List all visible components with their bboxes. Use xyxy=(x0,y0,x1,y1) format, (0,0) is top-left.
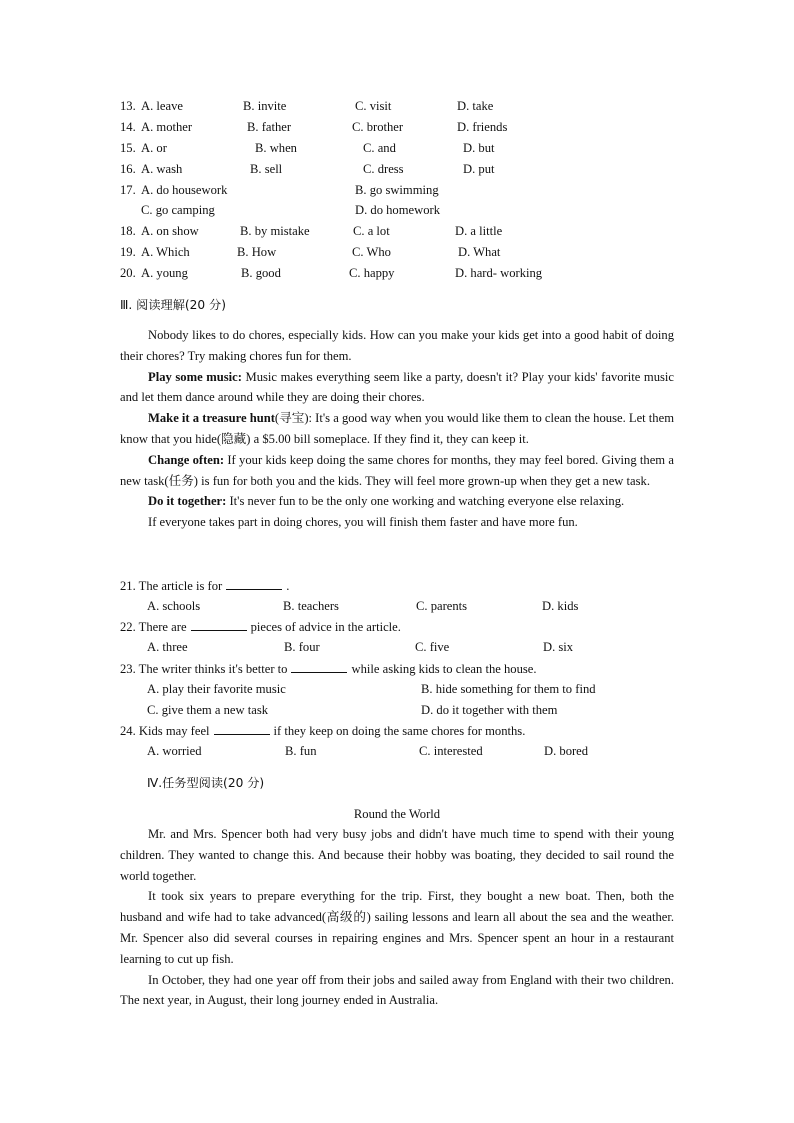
tip-together-heading: Do it together: xyxy=(148,494,227,509)
passage-tip-music xyxy=(120,367,674,409)
q17-option-c: C. go camping xyxy=(141,203,215,217)
q21-blank xyxy=(226,577,282,590)
q16-option-d: D. put xyxy=(463,162,495,176)
q21-option-d: D. kids xyxy=(542,599,579,613)
passage-intro: Nobody likes to do chores, especially kids. How can you make your kids get into a good habit of doing their chores? Try making chores fun for them. xyxy=(120,328,674,363)
q21-option-c: C. parents xyxy=(416,599,468,613)
passage-title: Round the World xyxy=(353,807,441,821)
q15-option-a: A. or xyxy=(141,141,167,155)
q23-stem xyxy=(120,660,537,677)
q15-option-c: C. and xyxy=(363,141,396,155)
section-3-heading: Ⅲ. 阅读理解(20 分) xyxy=(120,298,226,312)
q21-stem xyxy=(120,577,289,594)
q24-option-c: C. interested xyxy=(419,744,483,758)
q22-stem-text: 22. There are xyxy=(120,620,187,634)
q22-option-c: C. five xyxy=(415,640,450,654)
tip-change-heading: Change often: xyxy=(148,452,225,467)
q17-option-d: D. do homework xyxy=(355,203,440,217)
task-passage-p2: It took six years to prepare everything for the trip. First, they bought a new boat. Then, both the husband and wife had to take advanced(高级的) sailing lessons and learn all about the sea and the weather. Mr. Spencer also did several courses in repairing engines and Mrs. Spencer spent an hour in a restaurant learning to cut up fish. xyxy=(120,889,674,966)
tip-music-text: Music makes everything seem like a party, doesn't it? Play your kids' favorite music and let them dance around while they are doing their chores. xyxy=(120,369,674,405)
q24-stem-text: 24. Kids may feel xyxy=(120,724,210,738)
tip-treasure-heading: Make it a treasure hunt xyxy=(148,411,275,426)
q20-option-a: A. young xyxy=(141,266,188,280)
q15-option-d: D. but xyxy=(463,141,495,155)
q19-option-d: D. What xyxy=(458,245,501,259)
q17-option-a: A. do housework xyxy=(141,183,228,197)
q22-option-b: B. four xyxy=(284,640,320,654)
q23-option-a: A. play their favorite music xyxy=(147,682,286,696)
q14-number: 14. xyxy=(120,120,136,134)
tip-treasure-text: (寻宝): It's a good way when you would like them to clean the house. Let them know that you hide(隐藏) a $5.00 bill someplace. If they find it, they can keep it. xyxy=(120,411,674,446)
q21-option-a: A. schools xyxy=(147,599,201,613)
q23-blank xyxy=(291,660,347,673)
q21-stem-end: . xyxy=(286,579,290,593)
q15-option-b: B. when xyxy=(255,141,297,155)
q14-option-d: D. friends xyxy=(457,120,508,134)
q19-option-c: C. Who xyxy=(352,245,391,259)
q13-option-a: A. leave xyxy=(141,99,183,113)
q16-option-c: C. dress xyxy=(363,162,404,176)
q23-option-d: D. do it together with them xyxy=(421,703,558,717)
q24-option-d: D. bored xyxy=(544,744,589,758)
tip-music-heading: Play some music: xyxy=(148,369,242,384)
q18-number: 18. xyxy=(120,224,136,238)
q18-option-a: A. on show xyxy=(141,224,199,238)
q23-option-b: B. hide something for them to find xyxy=(421,682,596,696)
passage-tip-change xyxy=(120,450,674,492)
q18-option-b: B. by mistake xyxy=(240,224,310,238)
task-passage-p1: Mr. and Mrs. Spencer both had very busy jobs and didn't have much time to spend with their young children. They wanted to change this. And because their hobby was boating, they decided to sail round the world together. xyxy=(120,827,674,883)
reading-passage xyxy=(120,325,674,533)
passage-conclusion: If everyone takes part in doing chores, you will finish them faster and have more fun. xyxy=(148,515,578,530)
q23-stem-text: 23. The writer thinks it's better to xyxy=(120,662,288,676)
q17-number: 17. xyxy=(120,183,136,197)
tip-change-text: If your kids keep doing the same chores for months, they may feel bored. Giving them a new task(任务) is fun for both you and the kids. They will feel more grown-up when they get a new task. xyxy=(120,452,674,488)
q13-option-c: C. visit xyxy=(355,99,392,113)
q19-option-b: B. How xyxy=(237,245,277,259)
q23-stem-end: while asking kids to clean the house. xyxy=(351,662,537,676)
tip-together-text: It's never fun to be the only one working and watching everyone else relaxing. xyxy=(226,494,625,509)
q13-number: 13. xyxy=(120,99,136,113)
q22-blank xyxy=(191,618,247,631)
passage-tip-treasure xyxy=(120,408,674,450)
passage-tip-together xyxy=(120,491,674,512)
q17-option-b: B. go swimming xyxy=(355,183,439,197)
q21-option-b: B. teachers xyxy=(283,599,339,613)
q13-option-d: D. take xyxy=(457,99,494,113)
q20-option-c: C. happy xyxy=(349,266,395,280)
q20-option-d: D. hard- working xyxy=(455,266,543,280)
q19-number: 19. xyxy=(120,245,136,259)
q20-number: 20. xyxy=(120,266,136,280)
q18-option-d: D. a little xyxy=(455,224,503,238)
q14-option-a: A. mother xyxy=(141,120,193,134)
q20-option-b: B. good xyxy=(241,266,281,280)
task-passage-p3: In October, they had one year off from their jobs and sailed away from England with their two children. The next year, in August, their long journey ended in Australia. xyxy=(120,972,674,1008)
q16-number: 16. xyxy=(120,162,136,176)
q24-stem-end: if they keep on doing the same chores for months. xyxy=(273,724,526,738)
q19-option-a: A. Which xyxy=(141,245,190,259)
task-passage xyxy=(120,824,674,1011)
q14-option-b: B. father xyxy=(247,120,292,134)
q24-stem xyxy=(120,722,525,739)
q24-option-b: B. fun xyxy=(285,744,317,758)
q22-option-a: A. three xyxy=(147,640,188,654)
q22-option-d: D. six xyxy=(543,640,574,654)
q24-blank xyxy=(214,722,270,735)
q24-option-a: A. worried xyxy=(147,744,202,758)
q22-stem xyxy=(120,618,401,635)
q13-option-b: B. invite xyxy=(243,99,287,113)
q16-option-b: B. sell xyxy=(250,162,283,176)
q14-option-c: C. brother xyxy=(352,120,404,134)
q16-option-a: A. wash xyxy=(141,162,183,176)
q23-option-c: C. give them a new task xyxy=(147,703,269,717)
q22-stem-end: pieces of advice in the article. xyxy=(250,620,401,634)
section-4-heading: Ⅳ.任务型阅读(20 分) xyxy=(147,776,265,790)
q21-stem-text: 21. The article is for xyxy=(120,579,223,593)
q18-option-c: C. a lot xyxy=(353,224,390,238)
q15-number: 15. xyxy=(120,141,136,155)
